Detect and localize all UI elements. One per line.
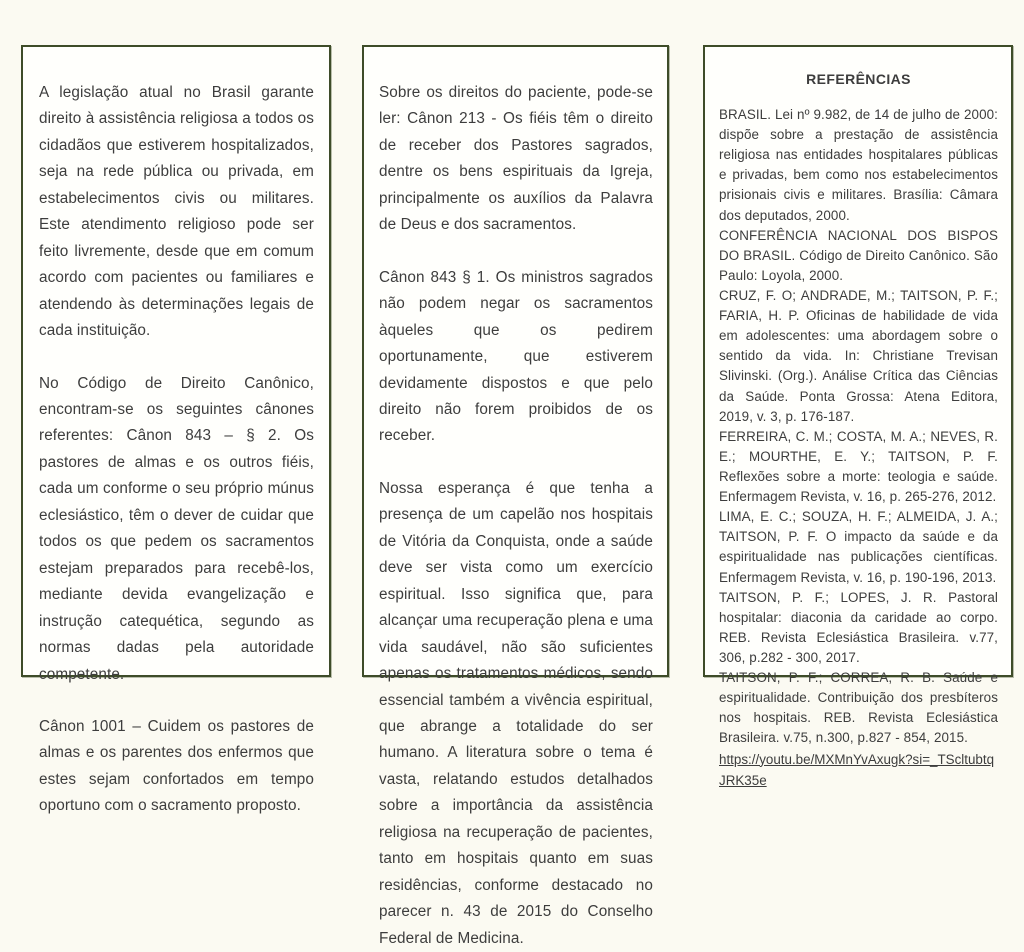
references-title: REFERÊNCIAS xyxy=(806,71,911,87)
reference-link-line xyxy=(719,749,998,792)
reference-item: LIMA, E. C.; SOUZA, H. F.; ALMEIDA, J. A.; TAITSON, P. F. O impacto da saúde e da espiritualidade nas publicações científicas. Enfermagem Revista, v. 16, p. 190-196, 2013. xyxy=(719,509,998,585)
paragraph-patient-rights: Sobre os direitos do paciente, pode-se ler: Cânon 213 - Os fiéis têm o direito de receber dos Pastores sagrados, dentre os bens espirituais da Igreja, principalmente os auxílios da Palavra de Deus e dos sacramentos. xyxy=(379,84,653,234)
panel-center xyxy=(362,45,669,947)
youtube-link[interactable]: https://youtu.be/MXMnYvAxugk?si=_TScltubtqJRK35e xyxy=(719,751,995,788)
paragraph-hope-chaplain: Nossa esperança é que tenha a presença de um capelão nos hospitais de Vitória da Conquista, onde a saúde deve ser vista como um exercício espiritual. Isso significa que, para alcançar uma recuperação plena e uma vida saudável, não são suficientes apenas os tratamentos médicos, sendo essencial também a vivência espiritual, que abrange a totalidade do ser humano. A literatura sobre o tema é vasta, relatando estudos detalhados sobre a importância da assistência religiosa na recuperação de pacientes, tanto em hospitais quanto em suas residências, conforme destacado no parecer n. 43 de 2015 do Conselho Federal de Medicina. xyxy=(379,479,653,947)
paragraph-legislation: A legislação atual no Brasil garante direito à assistência religiosa a todos os cidadãos que estiverem hospitalizados, seja na rede pública ou privada, em estabelecimentos civis ou militares. Este atendimento religioso pode ser feito livremente, desde que em comum acordo com pacientes ou familiares e atendendo às determinações legais de cada instituição. xyxy=(39,84,314,340)
reference-item: CRUZ, F. O; ANDRADE, M.; TAITSON, P. F.; FARIA, H. P. Oficinas de habilidade de vida em adolescentes: uma abordagem sobre o sentido da vida. In: Christiane Trevisan Slivinski. (Org.). Análise Crítica das Ciências da Saúde. Ponta Grossa: Atena Editora, 2019, v. 3, p. 176-187. xyxy=(719,287,998,424)
reference-item: BRASIL. Lei nº 9.982, de 14 de julho de 2000: dispõe sobre a prestação de assistência religiosa nas entidades hospitalares públicas e privadas, bem como nos estabelecimentos prisionais civis e militares. Brasília: Câmara dos deputados, 2000. xyxy=(719,107,998,223)
panel-references xyxy=(703,45,1013,788)
reference-item: FERREIRA, C. M.; COSTA, M. A.; NEVES, R. E.; MOURTHE, E. Y.; TAITSON, P. F. Reflexões sobre a morte: teologia e saúde. Enfermagem Revista, v. 16, p. 265-276, 2012. xyxy=(719,428,998,505)
panel-left xyxy=(21,45,331,815)
reference-item: CONFERÊNCIA NACIONAL DOS BISPOS DO BRASIL. Código de Direito Canônico. São Paulo: Loyola, 2000. xyxy=(719,227,998,283)
paragraph-canon-1001: Cânon 1001 – Cuidem os pastores de almas e os parentes dos enfermos que estes sejam confortados em tempo oportuno com o sacramento proposto. xyxy=(39,717,314,815)
reference-item: TAITSON, P. F.; LOPES, J. R. Pastoral hospitalar: diaconia da caridade ao corpo. REB. Revista Eclesiástica Brasileira. v.77, 306, p.282 - 300, 2017. xyxy=(719,589,998,665)
paragraph-canon-843-s2: No Código de Direito Canônico, encontram-se os seguintes cânones referentes: Cânon 843 – § 2. Os pastores de almas e os outros fiéis, cada um conforme o seu próprio múnus eclesiástico, têm o dever de cuidar que todos os que pedem os sacramentos estejam preparados para recebê-los, mediante devida evangelização e instrução catequética, segundo as normas dadas pela autoridade competente. xyxy=(39,374,314,683)
paragraph-canon-843-s1: Cânon 843 § 1. Os ministros sagrados não podem negar os sacramentos àqueles que os pedirem oportunamente, que estiverem devidamente dispostos e que pelo direito não forem proibidos de os receber. xyxy=(379,268,653,445)
reference-item: TAITSON, P. F.; CORREA, R. B. Saúde e espiritualidade. Contribuição dos presbíteros nos hospitais. REB. Revista Eclesiástica Brasileira. v.75, n.300, p.827 - 854, 2015. xyxy=(719,670,998,746)
